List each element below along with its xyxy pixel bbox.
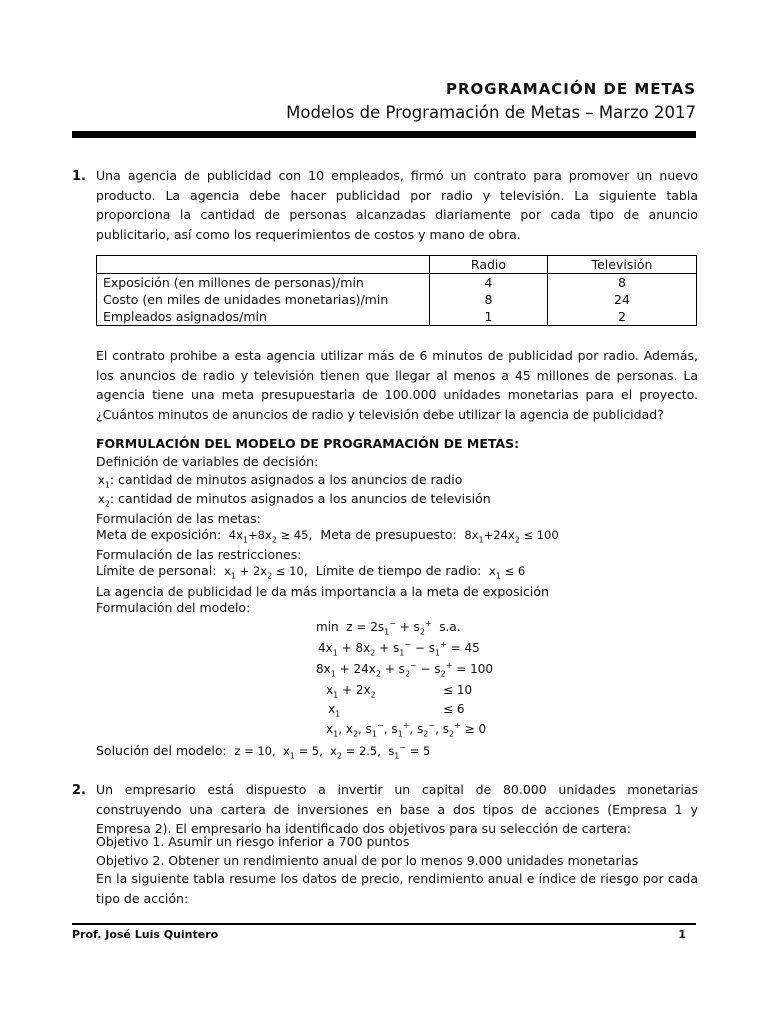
table-header-radio: Radio xyxy=(430,256,548,274)
model-objective: $\min z = 2s_1^- + s_2^+$ s.a. xyxy=(316,619,461,637)
table-intro: En la siguiente tabla resume los datos de precio, rendimiento anual e índice de riesgo por cada tipo de acción: xyxy=(96,871,698,906)
table-cell: 1 xyxy=(430,308,548,326)
objective-2: Objetivo 2. Obtener un rendimiento anual de por lo menos 9.000 unidades monetarias xyxy=(96,853,639,868)
footer-rule xyxy=(72,923,696,925)
table-cell: 2 xyxy=(618,309,626,324)
problem-2-intro: Un empresario está dispuesto a invertir un capital de 80.000 unidades monetarias construyendo una cartera de inversiones en base a dos tipos de acciones (Empresa 1 y Empresa 2). El empresario ha identificado dos objetivos para su selección de cartera: xyxy=(96,782,698,837)
radio-limit-label: Límite de tiempo de radio: xyxy=(315,563,482,578)
model-heading: Formulación del modelo: xyxy=(96,600,251,615)
variable-x2-desc: cantidad de minutos asignados a los anuncios de televisión xyxy=(118,491,491,506)
goal-budget-label: Meta de presupuesto: xyxy=(320,527,457,542)
document-subtitle: Modelos de Programación de Metas – Marzo 2017 xyxy=(286,103,696,122)
table-cell: 4 xyxy=(430,274,548,292)
constraints-heading: Formulación de las restricciones: xyxy=(96,547,302,562)
table-cell: Exposición (en millones de personas)/min xyxy=(97,274,430,292)
problem-1-contract: El contrato prohibe a esta agencia utilizar más de 6 minutos de publicidad por radio. Además, los anuncios de radio y televisión tienen que llegar al menos a 45 millones de personas. La agencia tiene una meta presupuestaria de 100.000 unidades monetarias para el proyecto. ¿Cuántos minutos de anuncios de radio y televisión debe utilizar la agencia de publicidad? xyxy=(96,348,698,422)
priority-text: La agencia de publicidad le da más importancia a la meta de exposición xyxy=(96,584,549,599)
formulation-heading: FORMULACIÓN DEL MODELO DE PROGRAMACIÓN DE METAS: xyxy=(96,436,520,451)
table-cell: 24 xyxy=(614,292,630,307)
variable-x1: $x_1$: cantidad de minutos asignados a los anuncios de radio xyxy=(98,472,463,490)
problem-1-intro: Una agencia de publicidad con 10 empleados, firmó un contrato para promover un nuevo producto. La agencia debe hacer publicidad por radio y televisión. La siguiente tabla proporciona la cantidad de personas alcanzadas diariamente por cada tipo de anuncio publicitario, así como los requerimientos de costos y mano de obra. xyxy=(96,168,698,242)
table-header-tv: Televisión xyxy=(591,257,653,272)
staff-limit-label: Límite de personal: xyxy=(96,563,217,578)
table-cell: 8 xyxy=(618,275,626,290)
constraints-line: Límite de personal: $x_1 + 2x_2 \le 10$, Límite de tiempo de radio: $x_1 \le 6$ xyxy=(96,563,526,581)
model-constraint-3-rhs: ≤ 10 xyxy=(443,683,473,697)
table-cell: Costo (en miles de unidades monetarias)/min xyxy=(97,291,430,308)
model-constraint-4: $x_1$ xyxy=(328,702,341,719)
model-constraint-2: $8x_1 + 24x_2 + s_2^- - s_2^+ = 100$ xyxy=(316,661,494,679)
variable-x1-desc: cantidad de minutos asignados a los anuncios de radio xyxy=(118,472,463,487)
objective-1: Objetivo 1. Asumir un riesgo inferior a 700 puntos xyxy=(96,834,410,849)
problem-2-number: 2. xyxy=(72,783,86,798)
solution-label: Solución del modelo: xyxy=(96,743,227,758)
variables-heading: Definición de variables de decisión: xyxy=(96,454,319,469)
table-cell: Empleados asignados/min xyxy=(97,308,430,326)
model-constraint-4-rhs: ≤ 6 xyxy=(443,702,465,716)
model-nonnegativity: $x_1$, $x_2$, $s_1^-$, $s_1^+$, $s_2^-$, $s_2^+ \ge 0$ xyxy=(326,721,487,739)
variable-x2: $x_2$: cantidad de minutos asignados a los anuncios de televisión xyxy=(98,491,491,509)
header-rule xyxy=(72,131,696,138)
goals-heading: Formulación de las metas: xyxy=(96,511,261,526)
model-constraint-3: $x_1 + 2x_2$ xyxy=(326,683,376,700)
goal-exposure-label: Meta de exposición: xyxy=(96,527,222,542)
problem-1-number: 1. xyxy=(72,169,86,184)
model-solution: Solución del modelo: z = 10, $x_1 = 5$, $x_2 = 2.5$, $s_1^- = 5$ xyxy=(96,743,431,761)
footer-page-number: 1 xyxy=(678,928,686,941)
goals-line: Meta de exposición: $4x_1+8x_2 \ge 45$, Meta de presupuesto: $8x_1+24x_2 \le 100$ xyxy=(96,527,559,545)
footer-author: Prof. José Luis Quintero xyxy=(72,928,219,941)
advertising-table xyxy=(96,255,697,326)
table-cell: 8 xyxy=(430,291,548,308)
document-title: PROGRAMACIÓN DE METAS xyxy=(446,80,696,98)
table-header-cell xyxy=(97,256,430,274)
model-constraint-1: $4x_1 + 8x_2 + s_1^- - s_1^+ = 45$ xyxy=(318,640,480,658)
